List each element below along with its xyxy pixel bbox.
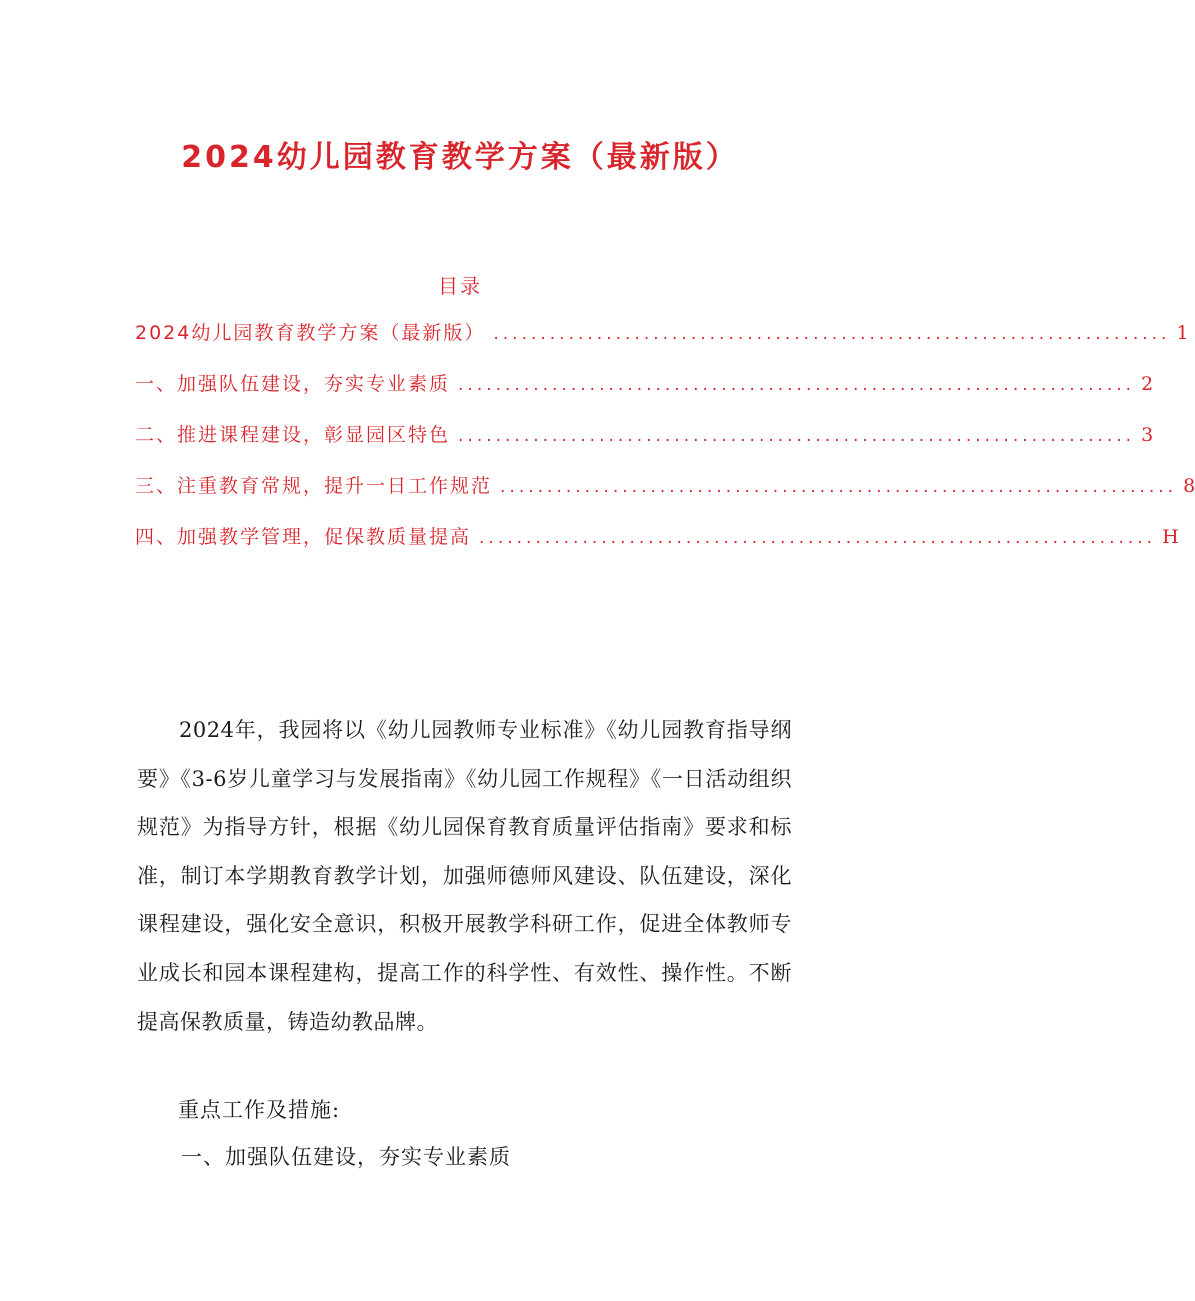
toc-entry-label: 四、加强教学管理，促保教质量提高 [135,526,472,548]
toc-dot-leader: ........................................................................ [458,426,1136,446]
toc-dot-leader: ........................................................................ [479,528,1157,548]
key-work-intro: 重点工作及措施: [178,1098,341,1122]
toc-page-number: 1 [1176,322,1189,344]
toc-entry[interactable] [135,318,1189,369]
toc-dot-leader: ........................................................................ [493,324,1171,344]
toc-entry-label: 2024幼儿园教育教学方案（最新版） [135,322,486,344]
toc-entry[interactable] [135,369,1154,420]
toc-page-number: 3 [1141,424,1154,446]
section-1-heading: 一、加强队伍建设，夯实专业素质 [181,1145,511,1169]
toc-entry[interactable] [135,522,1179,573]
toc-heading: 目录 [438,274,482,298]
toc-page-number: H [1162,526,1179,548]
toc-page-number: 2 [1141,373,1154,395]
toc-dot-leader: ........................................................................ [500,477,1178,497]
toc-page-number: 8 [1183,475,1195,497]
table-of-contents [135,318,1195,573]
document-title: 2024幼儿园教育教学方案（最新版） [181,140,739,176]
toc-entry-label: 三、注重教育常规，提升一日工作规范 [135,475,493,497]
toc-dot-leader: ........................................................................ [458,375,1136,395]
toc-entry[interactable] [135,471,1195,522]
toc-entry-label: 一、加强队伍建设，夯实专业素质 [135,373,451,395]
toc-entry-label: 二、推进课程建设，彰显园区特色 [135,424,451,446]
intro-paragraph: 2024年，我园将以《幼儿园教师专业标准》《幼儿园教育指导纲要》《3-6岁儿童学习与发展指南》《幼儿园工作规程》《一日活动组织规范》为指导方针，根据《幼儿园保育教育质量评估指南》要求和标准，制订本学期教育教学计划，加强师德师风建设、队伍建设，深化课程建设，强化安全意识，积极开展教学科研工作，促进全体教师专业成长和园本课程建构，提高工作的科学性、有效性、操作性。不断提高保教质量，铸造幼教品牌。 [137,718,792,1034]
toc-entry[interactable] [135,420,1154,471]
